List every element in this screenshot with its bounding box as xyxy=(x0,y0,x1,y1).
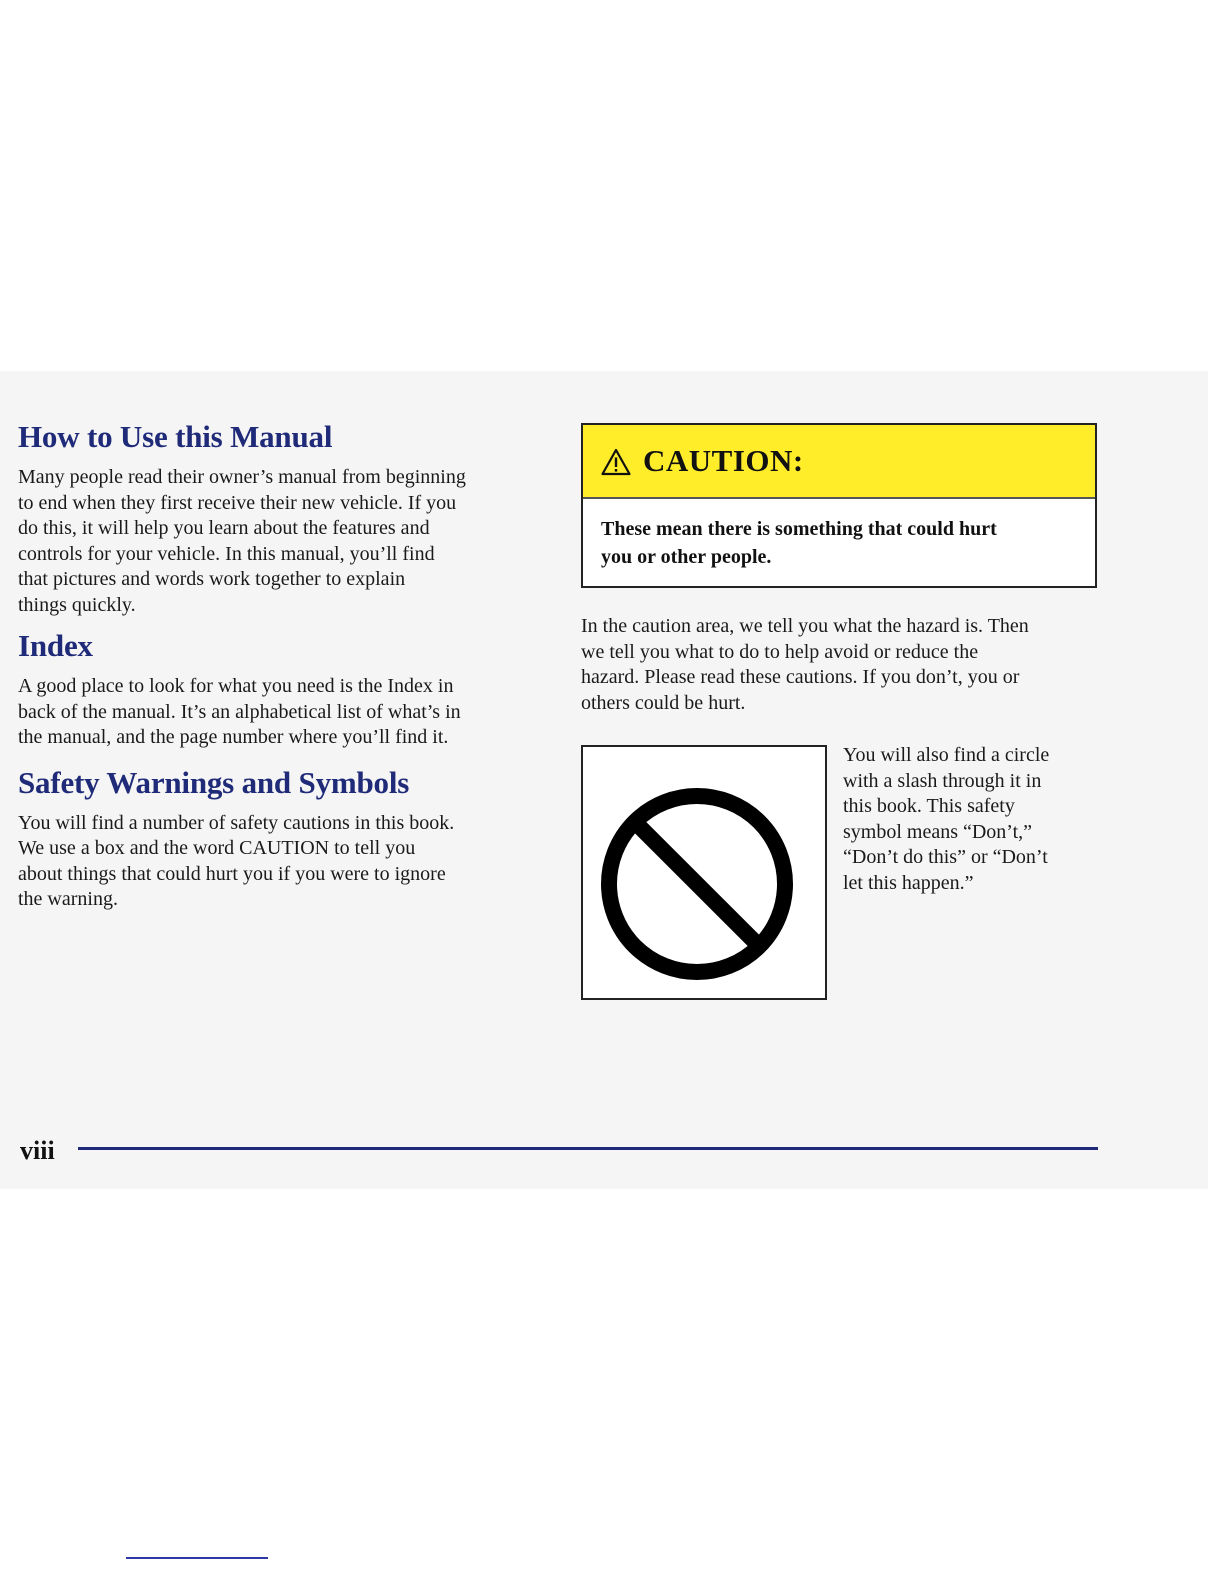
section-index xyxy=(18,628,543,751)
bottom-underline xyxy=(126,1557,268,1559)
heading-index: Index xyxy=(18,628,93,663)
caution-body: These mean there is something that could hurt you or other people. xyxy=(601,518,997,568)
caution-box xyxy=(581,423,1097,588)
footer-rule xyxy=(78,1147,1098,1150)
caution-description: In the caution area, we tell you what the hazard is. Then we tell you what to do to help avoid or reduce the hazard. Please read these cautions. If you don’t, you or others could be hurt. xyxy=(581,615,1029,714)
paragraph-safety-warnings: You will find a number of safety cautions in this book. We use a box and the word CAUTION to tell you about things that could hurt you if you were to ignore the warning. xyxy=(18,811,455,910)
heading-safety-warnings: Safety Warnings and Symbols xyxy=(18,764,410,800)
heading-how-to-use: How to Use this Manual xyxy=(18,419,333,454)
page-number: viii xyxy=(20,1136,55,1165)
prohibition-symbol-box xyxy=(581,745,827,1000)
warning-triangle-icon xyxy=(601,448,631,476)
manual-page xyxy=(0,371,1208,1189)
prohibition-icon xyxy=(583,747,825,998)
left-column xyxy=(18,419,543,913)
symbol-description: You will also find a circle with a slash through it in this book. This safety symbol means “Don’t,” “Don’t do this” or “Don’t let this happen.” xyxy=(843,744,1050,894)
caution-title: CAUTION: xyxy=(643,443,804,478)
section-safety-warnings xyxy=(18,765,543,913)
caution-header xyxy=(583,425,1095,499)
section-how-to-use xyxy=(18,419,543,618)
paragraph-how-to-use: Many people read their owner’s manual from beginning to end when they first receive their new vehicle. If you do this, it will help you learn about the features and controls for your vehicle. In this manual, you’ll find that pictures and words work together to explain things quickly. xyxy=(18,466,466,616)
paragraph-index: A good place to look for what you need is the Index in back of the manual. It’s an alphabetical list of what’s in the manual, and the page number where you’ll find it. xyxy=(18,675,461,748)
